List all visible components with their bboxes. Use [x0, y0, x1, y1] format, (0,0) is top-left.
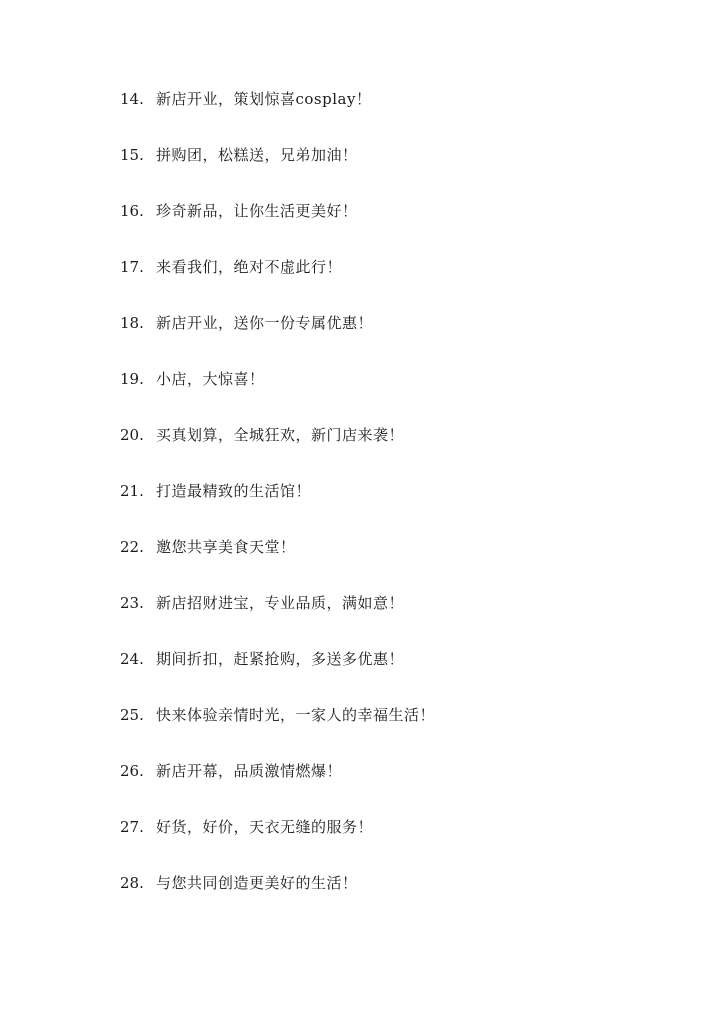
item-text: 小店，大惊喜！ [156, 370, 265, 388]
list-item [120, 758, 435, 814]
list-item [120, 86, 435, 142]
list-item [120, 366, 435, 422]
list-item [120, 646, 435, 702]
item-text: 拼购团，松糕送，兄弟加油！ [156, 146, 358, 164]
item-number: 20. [120, 426, 144, 444]
list-item [120, 870, 435, 926]
slogan-list [120, 86, 435, 926]
item-number: 21. [120, 482, 144, 500]
list-item [120, 478, 435, 534]
list-item [120, 702, 435, 758]
list-item [120, 254, 435, 310]
item-number: 23. [120, 594, 144, 612]
list-item [120, 198, 435, 254]
item-number: 18. [120, 314, 144, 332]
list-item [120, 310, 435, 366]
item-text: 与您共同创造更美好的生活！ [156, 874, 358, 892]
item-text: 珍奇新品，让你生活更美好！ [156, 202, 358, 220]
item-number: 22. [120, 538, 144, 556]
item-number: 17. [120, 258, 144, 276]
item-text: 新店开幕，品质激情燃爆！ [156, 762, 343, 780]
item-text: 期间折扣，赶紧抢购，多送多优惠！ [156, 650, 405, 668]
item-number: 25. [120, 706, 144, 724]
list-item [120, 142, 435, 198]
item-number: 24. [120, 650, 144, 668]
item-text: 新店开业，策划惊喜cosplay！ [156, 90, 372, 108]
item-text: 新店开业，送你一份专属优惠！ [156, 314, 374, 332]
list-item [120, 534, 435, 590]
item-text: 买真划算，全城狂欢，新门店来袭！ [156, 426, 405, 444]
list-item [120, 422, 435, 478]
item-number: 19. [120, 370, 144, 388]
item-text: 来看我们，绝对不虚此行！ [156, 258, 343, 276]
item-number: 15. [120, 146, 144, 164]
item-number: 27. [120, 818, 144, 836]
list-item [120, 590, 435, 646]
item-number: 16. [120, 202, 144, 220]
item-text: 邀您共享美食天堂！ [156, 538, 296, 556]
item-text: 打造最精致的生活馆！ [156, 482, 312, 500]
item-number: 26. [120, 762, 144, 780]
item-text: 好货，好价，天衣无缝的服务！ [156, 818, 374, 836]
item-number: 14. [120, 90, 144, 108]
list-item [120, 814, 435, 870]
item-number: 28. [120, 874, 144, 892]
item-text: 新店招财进宝，专业品质，满如意！ [156, 594, 405, 612]
item-text: 快来体验亲情时光，一家人的幸福生活！ [156, 706, 436, 724]
